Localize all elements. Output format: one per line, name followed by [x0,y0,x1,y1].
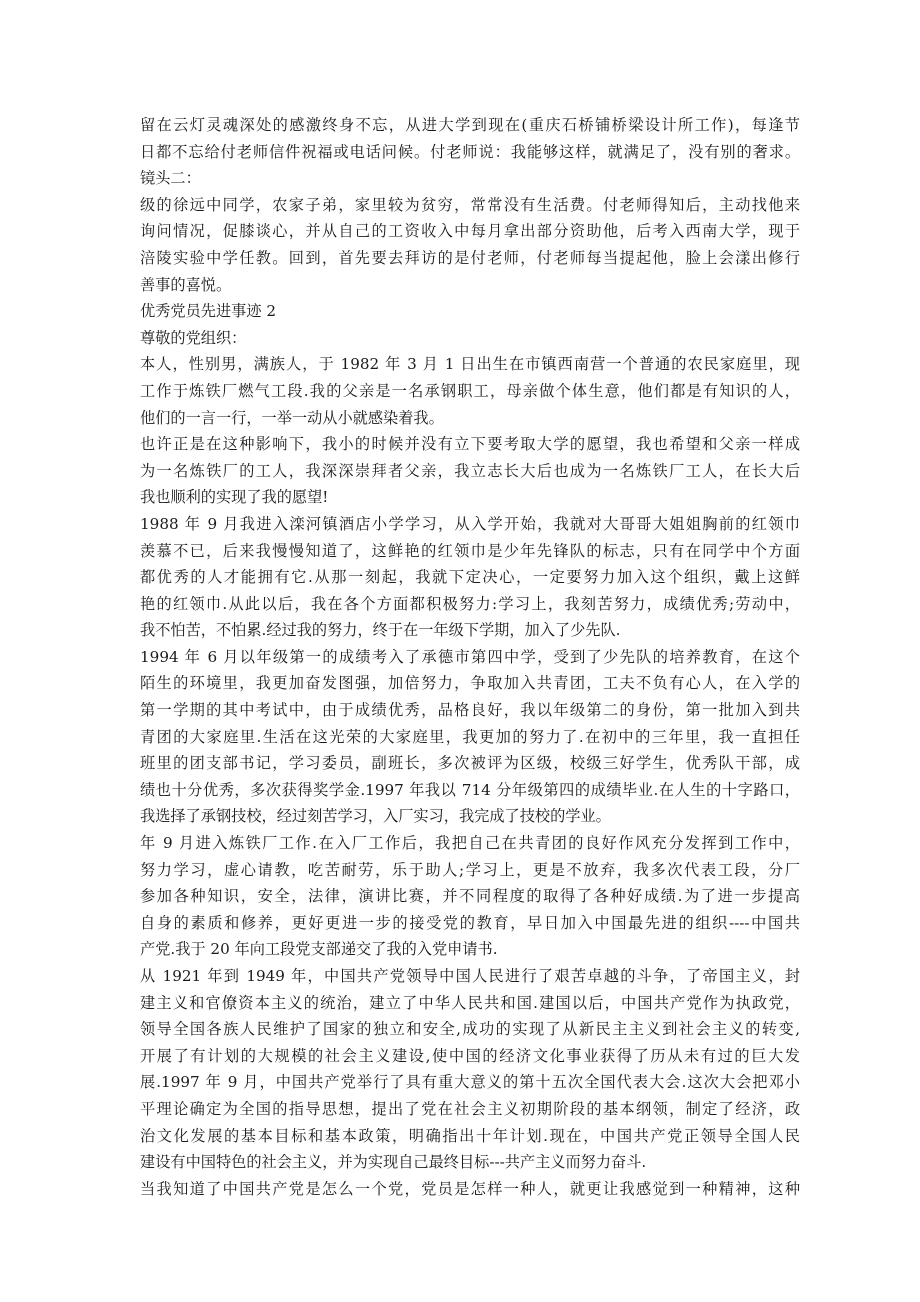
text-line: 当我知道了中国共产党是怎么一个党，党员是怎样一种人，就更让我感觉到一种精神，这种 [140,1179,800,1198]
text-line: 涪陵实验中学任教。回到，首先要去拜访的是付老师，付老师每当提起他，脸上会漾出修行 [140,248,800,267]
text-line: 建主义和官僚资本主义的统治，建立了中华人民共和国.建国以后，中国共产党作为执政党， [140,993,800,1012]
text-line: 努力学习，虚心请教，吃苦耐劳，乐于助人;学习上，更是不放弃，我多次代表工段，分厂 [140,860,800,879]
text-line: 留在云灯灵魂深处的感激终身不忘，从进大学到现在(重庆石桥铺桥梁设计所工作)，每逢节 [140,116,800,134]
text-line: 建设有中国特色的社会主义，并为实现自己最终目标---共产主义而努力奋斗. [140,1153,647,1172]
text-line: 也许正是在这种影响下，我小的时候并没有立下要考取大学的愿望，我也希望和父亲一样成 [140,435,800,454]
text-line: 工作于炼铁厂燃气工段.我的父亲是一名承钢职工，母亲做个体生意，他们都是有知识的人， [140,381,800,400]
text-line: 他们的一言一行，一举一动从小就感染着我。 [140,408,444,427]
text-line: 我选择了承钢技校，经过刻苦学习，入厂实习，我完成了技校的学业。 [140,807,611,826]
text-line: 自身的素质和修养，更好更进一步的接受党的教育，早日加入中国最先进的组织----中国共 [140,913,800,932]
text-line: 镜头二： [140,169,201,188]
text-line: 平理论确定为全国的指导思想，提出了党在社会主义初期阶段的基本纲领，制定了经济，政 [140,1099,800,1118]
text-line: 第一学期的其中考试中，由于成绩优秀，品格良好，我以年级第二的身份，第一批加入到共 [140,701,800,720]
text-line: 班里的团支部书记，学习委员，副班长，多次被评为区级，校级三好学生，优秀队干部，成 [140,754,800,773]
text-line: 羡慕不已，后来我慢慢知道了，这鲜艳的红领巾是少年先锋队的标志，只有在同学中个方面 [140,541,800,560]
text-line: 尊敬的党组织： [140,328,247,347]
text-line: 治文化发展的基本目标和基本政策，明确指出十年计划.现在，中国共产党正领导全国人民 [140,1126,800,1145]
text-line: 日都不忘给付老师信件祝福或电话问候。付老师说：我能够这样，就满足了，没有别的奢求。 [140,142,800,161]
text-line: 参加各种知识，安全，法律，演讲比赛，并不同程度的取得了各种好成绩.为了进一步提高 [140,887,800,906]
text-line: 我也顺利的实现了我的愿望! [140,488,329,507]
text-line: 年 9 月进入炼铁厂工作.在入厂工作后，我把自己在共青团的良好作风充分发挥到工作中， [140,834,800,853]
text-line: 青团的大家庭里.生活在这光荣的大家庭里，我更加的努力了.在初中的三年里，我一直担任 [140,727,800,746]
text-line: 展.1997 年 9 月，中国共产党举行了具有重大意义的第十五次全国代表大会.这次大会把邓小 [140,1073,800,1092]
text-line: 本人，性别男，满族人，于 1982 年 3 月 1 日出生在市镇西南营一个普通的农民家庭里，现 [140,355,800,374]
document-body [140,112,800,1202]
text-line: 我不怕苦，不怕累.经过我的努力，终于在一年级下学期，加入了少先队. [140,621,621,640]
text-line: 艳的红领巾.从此以后，我在各个方面都积极努力:学习上，我刻苦努力，成绩优秀;劳动中， [140,594,800,613]
text-line: 1994 年 6 月以年级第一的成绩考入了承德市第四中学，受到了少先队的培养教育，在这个 [140,647,800,666]
text-line: 都优秀的人才能拥有它.从那一刻起，我就下定决心，一定要努力加入这个组织，戴上这鲜 [140,568,800,587]
text-line: 询问情况，促膝谈心，并从自己的工资收入中每月拿出部分资助他，后考入西南大学，现于 [140,222,800,241]
text-line: 领导全国各族人民维护了国家的独立和安全,成功的实现了从新民主主义到社会主义的转变, [140,1020,800,1039]
text-line: 开展了有计划的大规模的社会主义建设,使中国的经济文化事业获得了历从未有过的巨大发 [140,1046,800,1065]
text-line: 为一名炼铁厂的工人，我深深崇拜者父亲，我立志长大后也成为一名炼铁厂工人，在长大后 [140,461,800,480]
text-line: 善事的喜悦。 [140,275,232,294]
text-line: 产党.我于 20 年向工段党支部递交了我的入党申请书. [140,940,498,959]
text-line: 级的徐远中同学，农家子弟，家里较为贫穷，常常没有生活费。付老师得知后，主动找他来 [140,195,800,214]
text-line: 优秀党员先进事迹 2 [140,302,276,321]
text-line: 1988 年 9 月我进入滦河镇酒店小学学习，从入学开始，我就对大哥哥大姐姐胸前的红领巾 [140,514,800,533]
text-line: 绩也十分优秀，多次获得奖学金.1997 年我以 714 分年级第四的成绩毕业.在人生的十字路口， [140,780,800,799]
text-line: 陌生的环境里，我更加奋发图强，加倍努力，争取加入共青团，工夫不负有心人，在入学的 [140,674,800,693]
text-line: 从 1921 年到 1949 年，中国共产党领导中国人民进行了艰苦卓越的斗争，了帝国主义，封 [140,967,800,985]
